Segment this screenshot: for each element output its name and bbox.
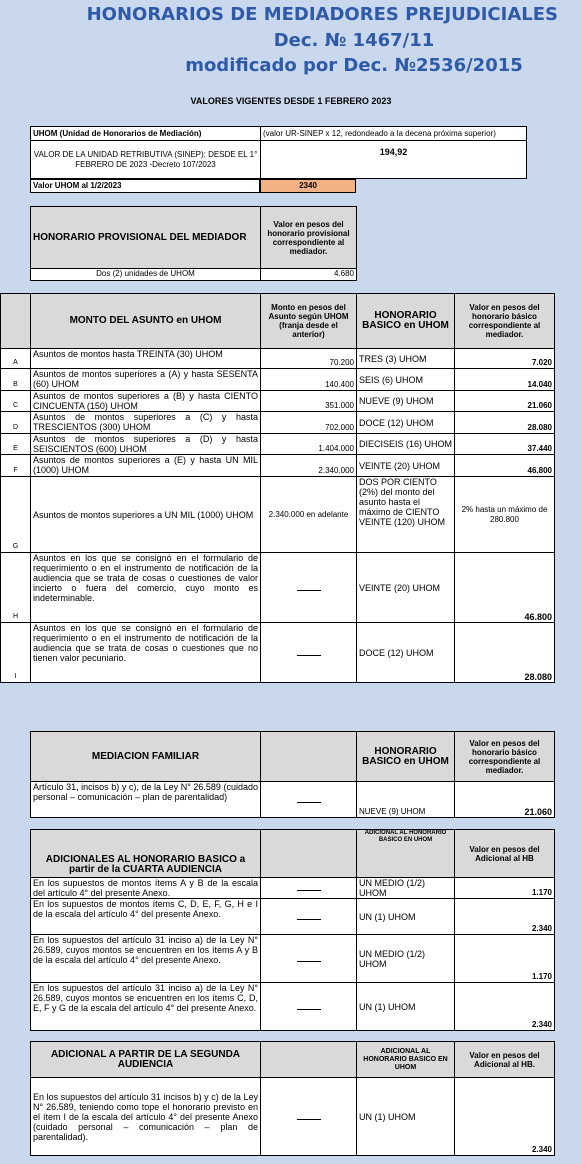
- provisional-row-value: 4.680: [261, 269, 357, 281]
- familiar-header-valor: Valor en pesos del honorario básico correspondiente al mediador.: [455, 732, 555, 782]
- title-line-1: HONORARIOS DE MEDIADORES PREJUDICIALES: [86, 4, 558, 25]
- adicional-row: [31, 899, 555, 935]
- main-header-basico: HONORARIO BASICO en UHOM: [357, 294, 455, 349]
- main-row-desc: Asuntos de montos superiores a (B) y hasta CIENTO CINCUENTA (150) UHOM: [31, 391, 261, 412]
- main-row: [1, 623, 555, 683]
- segunda-header-basico: ADICIONAL AL HONORARIO BASICO EN UHOM: [357, 1042, 455, 1078]
- provisional-table: [30, 206, 357, 281]
- segunda-table: [30, 1041, 555, 1156]
- vigentes-label: VALORES VIGENTES DESDE 1 FEBRERO 2023: [190, 96, 392, 106]
- main-row-desc: Asuntos de montos superiores a (A) y hasta SESENTA (60) UHOM: [31, 369, 261, 391]
- main-row-valor: 46.800: [455, 553, 555, 623]
- main-row-valor: 7.020: [455, 349, 555, 369]
- main-row: [1, 369, 555, 391]
- main-row-monto: [261, 553, 357, 623]
- adicional-dash: [261, 878, 357, 899]
- adicional-dash: [261, 935, 357, 983]
- adicionales-title: ADICIONALES AL HONORARIO BASICO a partir de la CUARTA AUDIENCIA: [31, 830, 261, 878]
- main-row-monto: [261, 623, 357, 683]
- main-row-letter: E: [1, 434, 31, 455]
- main-row: [1, 391, 555, 412]
- segunda-desc: En los supuestos del artículo 31 incisos b) y c) de la Ley N° 26.589, teniendo como tope el honorario previsto en el ítem I de la escala del artículo 4° del presente Anexo (cuidado personal – comunicación – plan de parentalidad).: [31, 1078, 261, 1156]
- main-row: [1, 477, 555, 553]
- main-row-letter: B: [1, 369, 31, 391]
- main-row-letter: D: [1, 412, 31, 434]
- familiar-desc: Artículo 31, incisos b) y c), de la Ley N° 26.589 (cuidado personal – comunicación – plan de parentalidad): [31, 782, 261, 818]
- segunda-basico: UN (1) UHOM: [357, 1078, 455, 1156]
- uhom-table: [30, 126, 527, 179]
- title-line-2: Dec. № 1467/11: [273, 30, 435, 51]
- adicional-basico: UN MEDIO (1/2) UHOM: [357, 935, 455, 983]
- segunda-header-valor: Valor en pesos del Adicional al HB.: [455, 1042, 555, 1078]
- adicional-desc: En los supuestos de montos ítems A y B de la escala del artículo 4° del presente Anexo.: [31, 878, 261, 899]
- adicional-dash: [261, 983, 357, 1031]
- segunda-dash: [261, 1078, 357, 1156]
- main-row-monto: 2.340.000 en adelante: [261, 477, 357, 553]
- main-row-basico: DIECISEIS (16) UHOM: [357, 434, 455, 455]
- uhom-valor: 2340: [260, 179, 356, 193]
- familiar-header-basico: HONORARIO BASICO en UHOM: [357, 732, 455, 782]
- familiar-basico: NUEVE (9) UHOM: [357, 782, 455, 818]
- main-header-monto: MONTO DEL ASUNTO en UHOM: [31, 294, 261, 349]
- main-row-letter: H: [1, 553, 31, 623]
- adicional-valor: 1.170: [455, 878, 555, 899]
- adicional-valor: 2.340: [455, 899, 555, 935]
- ur-label: VALOR DE LA UNIDAD RETRIBUTIVA (SINEP): DESDE EL 1° FEBRERO DE 2023 -Decreto 107/2023: [31, 141, 261, 179]
- segunda-title: ADICIONAL A PARTIR DE LA SEGUNDA AUDIENCIA: [31, 1042, 261, 1078]
- familiar-dash: [261, 782, 357, 818]
- adicional-basico: UN MEDIO (1/2) UHOM: [357, 878, 455, 899]
- main-row-letter: C: [1, 391, 31, 412]
- familiar-valor: 21.060: [455, 782, 555, 818]
- adicional-row: [31, 878, 555, 899]
- main-row-monto: 702.000: [261, 412, 357, 434]
- main-row-basico: NUEVE (9) UHOM: [357, 391, 455, 412]
- main-row-basico: VEINTE (20) UHOM: [357, 553, 455, 623]
- main-row-desc: Asuntos de montos superiores a (C) y hasta TRESCIENTOS (300) UHOM: [31, 412, 261, 434]
- adicional-valor: 2.340: [455, 983, 555, 1031]
- main-row-letter: F: [1, 455, 31, 477]
- adicionales-header-valor: Valor en pesos del Adicional al HB: [455, 830, 555, 878]
- adicional-basico: UN (1) UHOM: [357, 899, 455, 935]
- provisional-col-header: Valor en pesos del honorario provisional correspondiente al mediador.: [261, 207, 357, 269]
- main-row-letter: G: [1, 477, 31, 553]
- main-table: [0, 293, 555, 683]
- main-header-valor: Valor en pesos del honorario básico correspondiente al mediador.: [455, 294, 555, 349]
- familiar-table: [30, 731, 555, 818]
- main-row-desc: Asuntos en los que se consignó en el formulario de requerimiento o en el instrumento de notificación de la audiencia que se trata de cosas o cuestiones que no tienen valor pecuniario.: [31, 623, 261, 683]
- adicional-desc: En los supuestos de montos ítems C, D, E, F, G, H e I de la escala del artículo 4° del presente Anexo.: [31, 899, 261, 935]
- uhom-label: UHOM (Unidad de Honorarios de Mediación): [31, 127, 261, 141]
- main-row-basico: DOS POR CIENTO (2%) del monto del asunto hasta el máximo de CIENTO VEINTE (120) UHOM: [357, 477, 455, 553]
- main-row-monto: 1.404.000: [261, 434, 357, 455]
- main-row-letter: A: [1, 349, 31, 369]
- adicional-desc: En los supuestos del artículo 31 inciso a) de la Ley N° 26.589, cuyos montos se encuentren en los ítems C, D, E, F y G de la escala del artículo 4° del presente Anexo.: [31, 983, 261, 1031]
- uhom-valor-label: Valor UHOM al 1/2/2023: [30, 179, 260, 193]
- main-row-desc: Asuntos de montos hasta TREINTA (30) UHOM: [31, 349, 261, 369]
- adicionales-header-basico: ADICIONAL AL HONORARIO BASICO EN UHOM: [357, 830, 455, 878]
- main-row-monto: 140.400: [261, 369, 357, 391]
- segunda-valor: 2.340: [455, 1078, 555, 1156]
- main-row-basico: TRES (3) UHOM: [357, 349, 455, 369]
- provisional-row-label: Dos (2) unidades de UHOM: [31, 269, 261, 281]
- main-row-monto: 2.340.000: [261, 455, 357, 477]
- main-row-valor: 14.040: [455, 369, 555, 391]
- adicional-row: [31, 935, 555, 983]
- main-row: [1, 553, 555, 623]
- main-row-basico: SEIS (6) UHOM: [357, 369, 455, 391]
- main-row-valor: 2% hasta un máximo de 280.800: [455, 477, 555, 553]
- main-row-valor: 28.080: [455, 412, 555, 434]
- main-row: [1, 455, 555, 477]
- uhom-formula: (valor UR-SINEP x 12, redondeado a la decena próxima superior): [261, 127, 527, 141]
- main-header-pesos: Monto en pesos del Asunto según UHOM (franja desde el anterior): [261, 294, 357, 349]
- provisional-title: HONORARIO PROVISIONAL DEL MEDIADOR: [31, 207, 261, 269]
- uhom-valor-row: [30, 179, 356, 193]
- main-row: [1, 434, 555, 455]
- main-row: [1, 349, 555, 369]
- adicional-dash: [261, 899, 357, 935]
- main-row-basico: VEINTE (20) UHOM: [357, 455, 455, 477]
- main-row-valor: 46.800: [455, 455, 555, 477]
- adicional-row: [31, 983, 555, 1031]
- main-row-desc: Asuntos en los que se consignó en el formulario de requerimiento o en el instrumento de notificación de la audiencia que se trata de cosas o cuestiones de valor incierto o fuera del comercio, cuyo monto es indeterminable.: [31, 553, 261, 623]
- adicional-basico: UN (1) UHOM: [357, 983, 455, 1031]
- adicionales-table: [30, 829, 555, 1031]
- main-row-letter: I: [1, 623, 31, 683]
- main-row-monto: 351.000: [261, 391, 357, 412]
- main-row-valor: 28.080: [455, 623, 555, 683]
- main-row-desc: Asuntos de montos superiores a (D) y hasta SEISCIENTOS (600) UHOM: [31, 434, 261, 455]
- main-row-basico: DOCE (12) UHOM: [357, 623, 455, 683]
- main-row-valor: 21.060: [455, 391, 555, 412]
- main-row-desc: Asuntos de montos superiores a UN MIL (1000) UHOM: [31, 477, 261, 553]
- ur-value: 194,92: [261, 141, 527, 179]
- adicional-valor: 1.170: [455, 935, 555, 983]
- familiar-title: MEDIACION FAMILIAR: [31, 732, 261, 782]
- main-row-basico: DOCE (12) UHOM: [357, 412, 455, 434]
- main-row-desc: Asuntos de montos superiores a (E) y hasta UN MIL (1000) UHOM: [31, 455, 261, 477]
- main-row: [1, 412, 555, 434]
- adicional-desc: En los supuestos del artículo 31 inciso a) de la Ley N° 26.589, cuyos montos se encuentren en los ítems A y B de la escala del artículo 4° del presente Anexo.: [31, 935, 261, 983]
- title-line-3: modificado por Dec. №2536/2015: [185, 55, 523, 76]
- main-row-monto: 70.200: [261, 349, 357, 369]
- main-row-valor: 37.440: [455, 434, 555, 455]
